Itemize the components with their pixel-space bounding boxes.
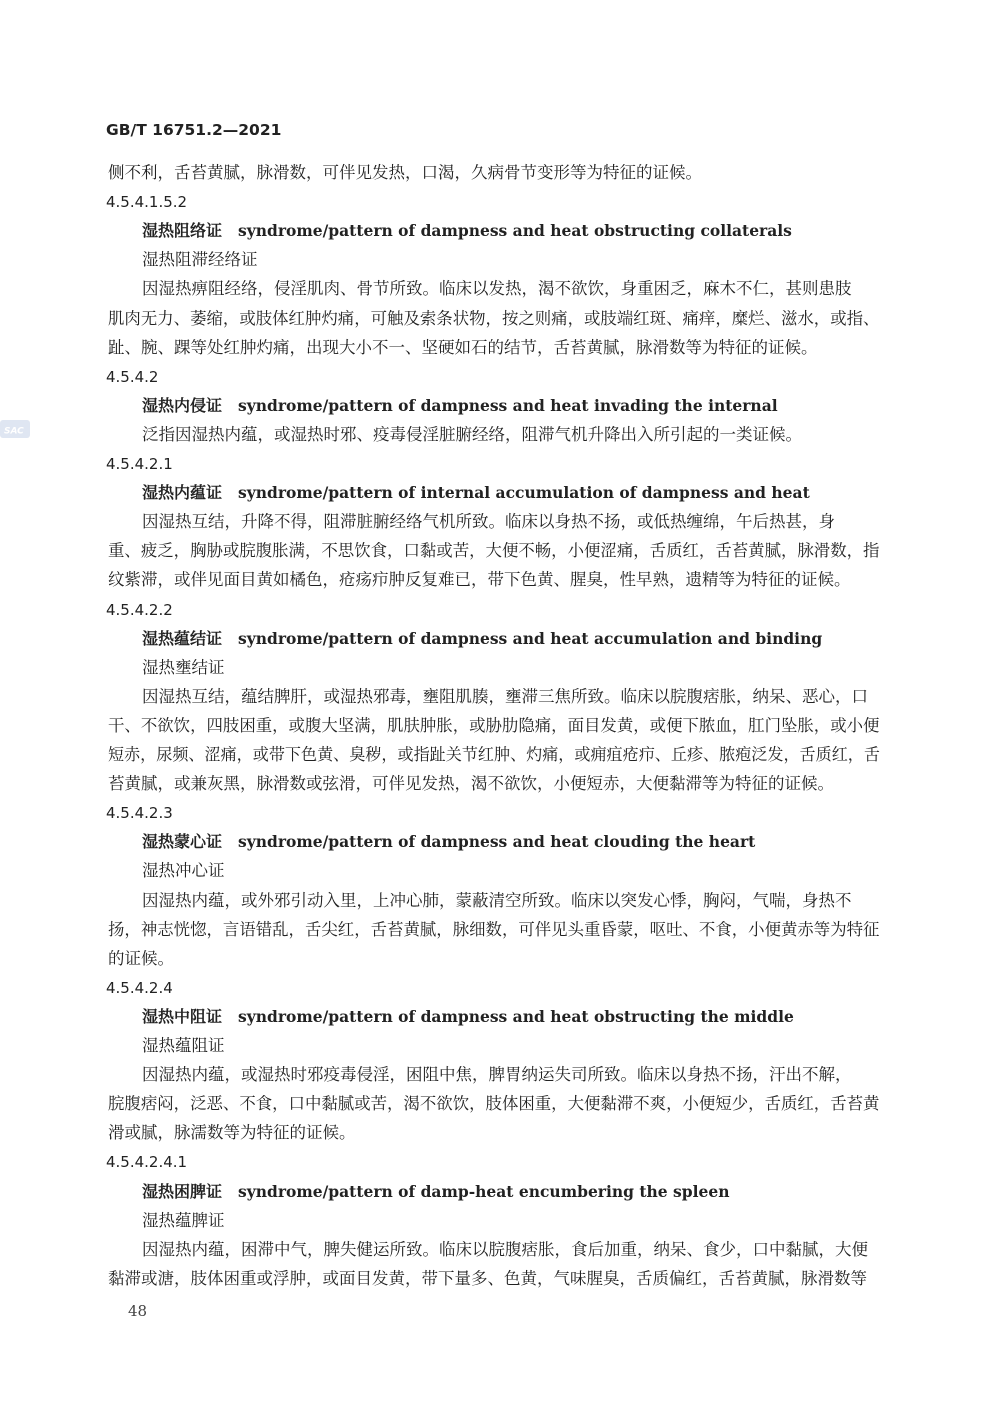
term-chinese: 湿热蕴结证 (142, 628, 223, 648)
paragraph-continuation: 苔黄腻，或兼灰黑，脉滑数或弦滑，可伴见发热，渴不欲饮，小便短赤，大便黏滞等为特征的证候。 (108, 774, 834, 794)
term-chinese: 湿热中阻证 (142, 1006, 223, 1026)
paragraph-continuation: 的证候。 (108, 948, 174, 968)
paragraph-continuation: 趾、腕、踝等处红肿灼痛，出现大小不一、坚硬如石的结节，舌苔黄腻，脉滑数等为特征的证候。 (108, 337, 818, 357)
term-entry (142, 220, 792, 242)
paragraph-line: 因湿热内蕴，或外邪引动入里，上冲心肺，蒙蔽清空所致。临床以突发心悸，胸闷，气喘，身热不 (142, 890, 852, 910)
term-english: syndrome/pattern of internal accumulation of dampness and heat (238, 483, 810, 503)
section-number: 4.5.4.1.5.2 (106, 193, 188, 212)
paragraph-line: 侧不利，舌苔黄腻，脉滑数，可伴见发热，口渴，久病骨节变形等为特征的证候。 (108, 163, 702, 182)
paragraph-continuation: 扬，神志恍惚，言语错乱，舌尖红，舌苔黄腻，脉细数，可伴见头重昏蒙，呕吐、不食，小便黄赤等为特征 (108, 919, 880, 939)
term-chinese: 湿热内侵证 (142, 395, 223, 415)
paragraph-continuation: 黏滞或溏，肢体困重或浮肿，或面目发黄，带下量多、色黄，气味腥臭，舌质偏红，舌苔黄腻，脉滑数等 (108, 1268, 867, 1288)
paragraph-line: 湿热阻滞经络证 (142, 250, 258, 270)
term-entry (142, 482, 810, 504)
section-number: 4.5.4.2.3 (106, 804, 173, 823)
paragraph-continuation: 重、疲乏，胸胁或脘腹胀满，不思饮食，口黏或苦，大便不畅，小便涩痛，舌质红，舌苔黄腻，脉滑数，指 (108, 541, 880, 561)
standard-code-header: GB/T 16751.2—2021 (106, 121, 282, 139)
term-english: syndrome/pattern of dampness and heat obstructing the middle (238, 1006, 794, 1026)
section-number: 4.5.4.2.1 (106, 455, 173, 473)
paragraph-line: 泛指因湿热内蕴，或湿热时邪、疫毒侵淫脏腑经络，阻滞气机升降出入所引起的一类证候。 (142, 424, 802, 444)
term-chinese: 湿热阻络证 (142, 221, 223, 241)
svg-text:SAC: SAC (4, 426, 24, 437)
section-number: 4.5.4.2.4 (106, 978, 173, 997)
paragraph-line: 因湿热互结，蕴结脾肝，或湿热邪毒，壅阻肌腠，壅滞三焦所致。临床以脘腹痞胀，纳呆、恶心，口 (142, 686, 868, 706)
term-entry (142, 1181, 730, 1203)
sac-logo-watermark (0, 414, 30, 444)
paragraph-continuation: 纹紫滞，或伴见面目黄如橘色，疮疡疖肿反复难已，带下色黄、腥臭，性早熟，遗精等为特征的证候。 (108, 570, 851, 590)
paragraph-line: 因湿热内蕴，或湿热时邪疫毒侵淫，困阻中焦，脾胃纳运失司所致。临床以身热不扬，汗出不解， (142, 1065, 852, 1085)
paragraph-line: 因湿热互结，升降不得，阻滞脏腑经络气机所致。临床以身热不扬，或低热缠绵，午后热甚，身 (142, 512, 835, 532)
term-english: syndrome/pattern of dampness and heat clouding the heart (238, 832, 756, 852)
term-english: syndrome/pattern of dampness and heat accumulation and binding (238, 628, 823, 648)
term-chinese: 湿热内蕴证 (142, 483, 223, 503)
term-entry (142, 628, 822, 650)
paragraph-continuation: 滑或腻，脉濡数等为特征的证候。 (108, 1123, 356, 1143)
section-number: 4.5.4.2 (106, 367, 159, 386)
term-chinese: 湿热困脾证 (142, 1181, 223, 1201)
paragraph-line: 因湿热痹阻经络，侵淫肌肉、骨节所致。临床以发热，渴不欲饮，身重困乏，麻木不仁，甚则患肢 (142, 279, 852, 299)
section-number: 4.5.4.2.2 (106, 600, 173, 619)
paragraph-line: 因湿热内蕴，困滞中气，脾失健运所致。临床以脘腹痞胀，食后加重，纳呆、食少，口中黏腻，大便 (142, 1239, 868, 1259)
paragraph-line: 湿热蕴阻证 (142, 1036, 225, 1055)
paragraph-line: 湿热蕴脾证 (142, 1210, 225, 1230)
paragraph-continuation: 干、不欲饮，四肢困重，或腹大坚满，肌肤肿胀，或胁肋隐痛，面目发黄，或便下脓血，肛门坠胀，或小便 (108, 715, 880, 735)
paragraph-line: 湿热冲心证 (142, 861, 225, 881)
term-entry (142, 831, 755, 853)
paragraph-continuation: 肌肉无力、萎缩，或肢体红肿灼痛，可触及索条状物，按之则痛，或肢端红斑、痛痒，糜烂、滋水，或指、 (108, 308, 880, 328)
term-english: syndrome/pattern of dampness and heat obstructing collaterals (238, 221, 792, 241)
term-entry (142, 395, 778, 417)
term-chinese: 湿热蒙心证 (142, 832, 223, 852)
section-number: 4.5.4.2.4.1 (106, 1153, 188, 1172)
page-number: 48 (128, 1302, 148, 1320)
term-entry (142, 1006, 794, 1028)
term-english: syndrome/pattern of damp-heat encumbering the spleen (238, 1181, 730, 1201)
paragraph-continuation: 短赤，尿频、涩痛，或带下色黄、臭秽，或指趾关节红肿、灼痛，或痈疽疮疖、丘疹、脓疱泛发，舌质红，舌 (108, 745, 880, 764)
term-english: syndrome/pattern of dampness and heat invading the internal (238, 395, 778, 415)
paragraph-line: 湿热壅结证 (142, 657, 225, 677)
paragraph-continuation: 脘腹痞闷，泛恶、不食，口中黏腻或苦，渴不欲饮，肢体困重，大便黏滞不爽，小便短少，舌质红，舌苔黄 (108, 1094, 880, 1114)
